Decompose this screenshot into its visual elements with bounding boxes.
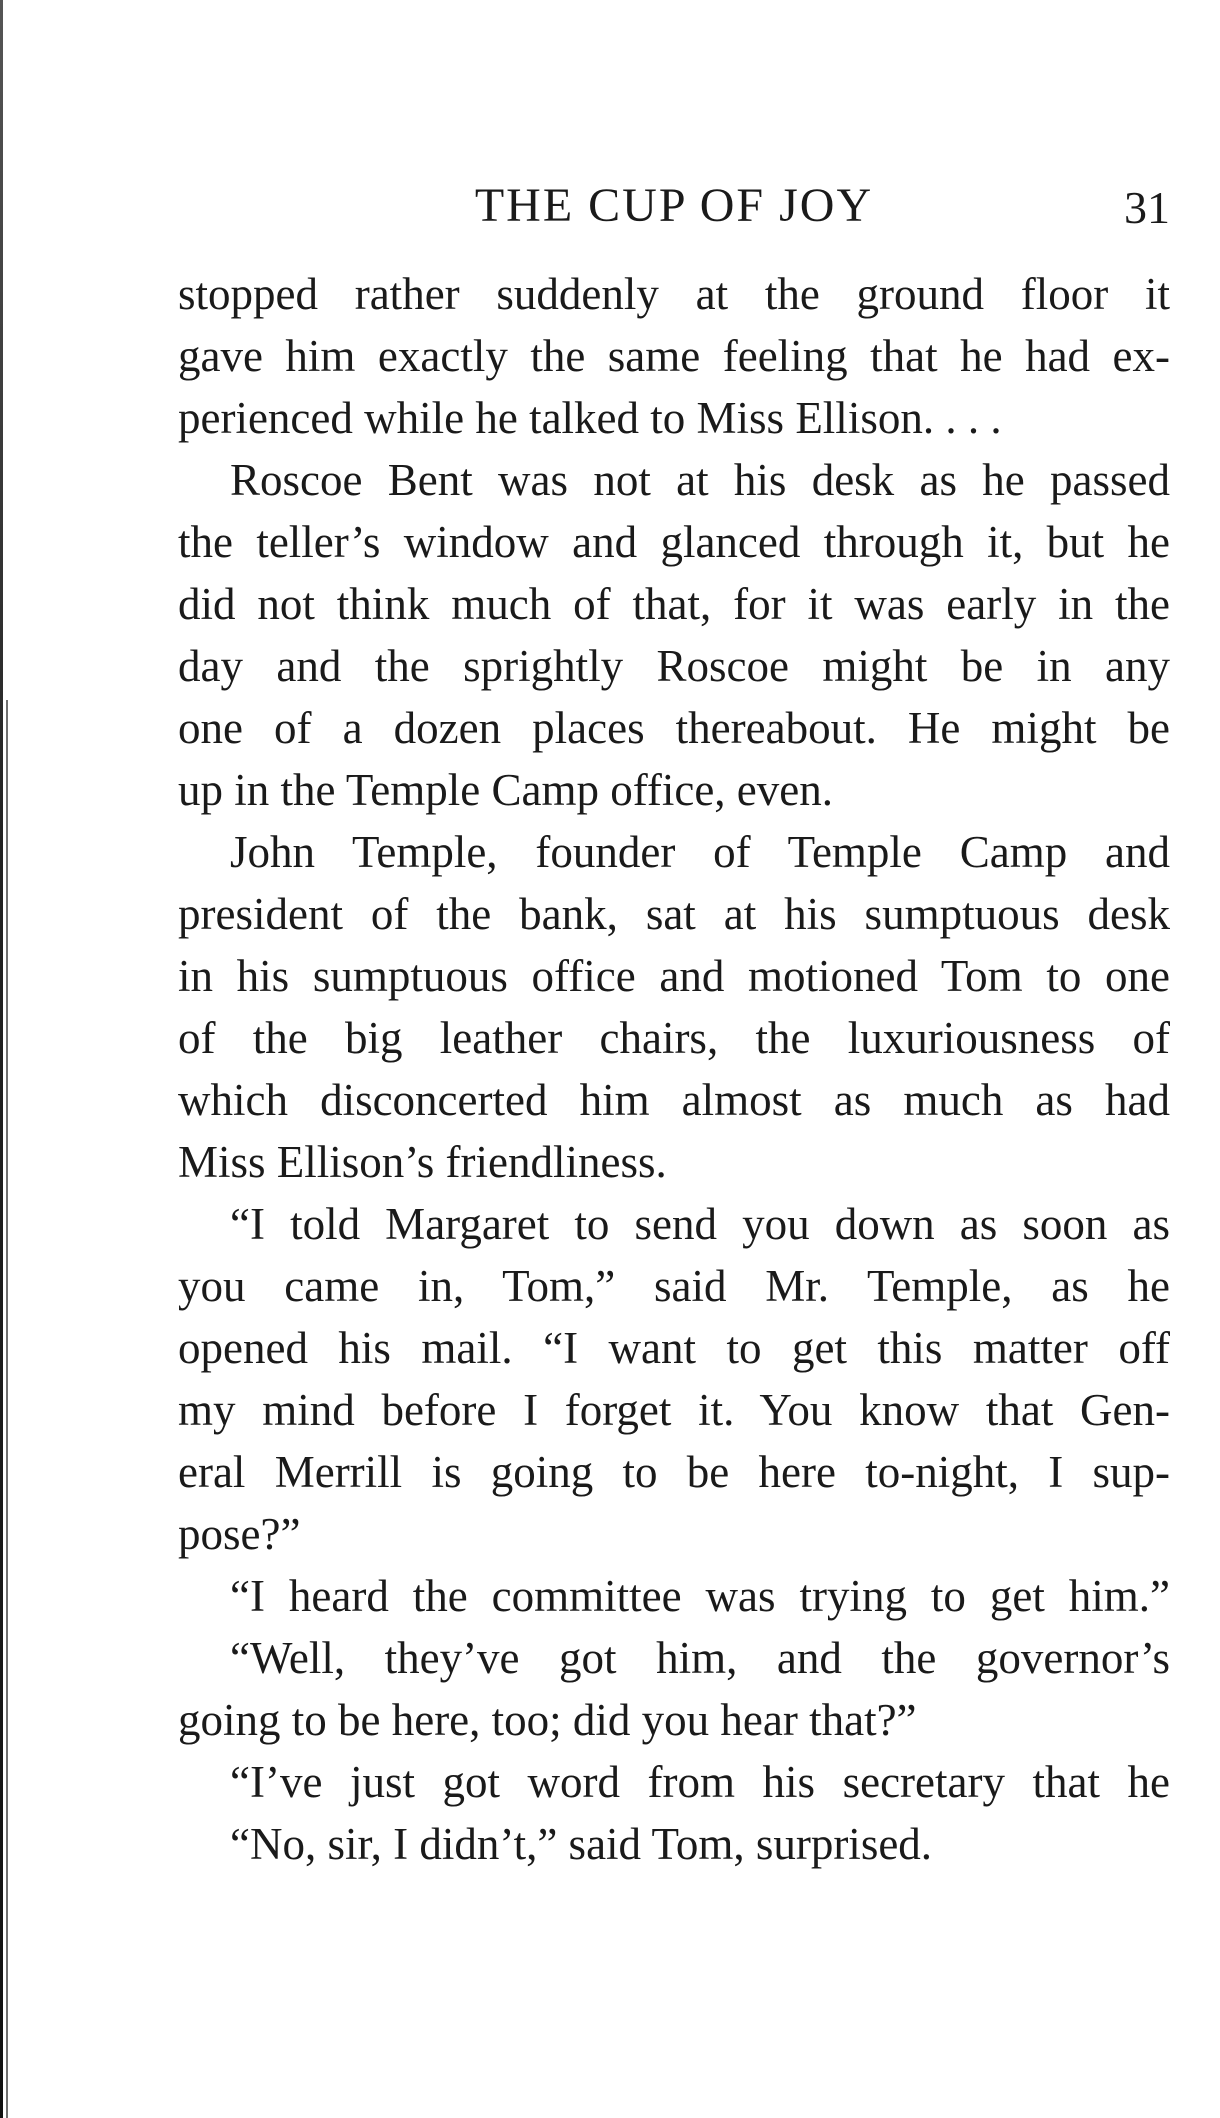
- text-line: in his sumptuous office and motioned Tom to one: [178, 951, 1170, 1001]
- binding-edge: [0, 0, 3, 2118]
- text-line: Miss Ellison’s friendliness.: [178, 1137, 667, 1187]
- text-line: the teller’s window and glanced through it, but he: [178, 517, 1170, 567]
- text-line: one of a dozen places thereabout. He might be: [178, 703, 1170, 753]
- binding-shadow: [6, 700, 8, 2118]
- text-line: of the big leather chairs, the luxuriousness of: [178, 1013, 1170, 1063]
- text-line: which disconcerted him almost as much as had: [178, 1075, 1170, 1125]
- text-line: gave him exactly the same feeling that he had ex-: [178, 331, 1170, 381]
- text-line: president of the bank, sat at his sumptuous desk: [178, 889, 1170, 939]
- text-line: up in the Temple Camp office, even.: [178, 765, 834, 815]
- text-line: going to be here, too; did you hear that?”: [178, 1695, 917, 1745]
- text-line: day and the sprightly Roscoe might be in any: [178, 641, 1170, 691]
- text-line: Roscoe Bent was not at his desk as he passed: [230, 455, 1170, 505]
- text-line: eral Merrill is going to be here to-night, I sup-: [178, 1447, 1170, 1497]
- text-line: did not think much of that, for it was early in the: [178, 579, 1170, 629]
- text-line: “Well, they’ve got him, and the governor’s: [230, 1633, 1170, 1683]
- text-line: “No, sir, I didn’t,” said Tom, surprised.: [230, 1819, 933, 1869]
- text-line: John Temple, founder of Temple Camp and: [230, 827, 1170, 877]
- body-text: [178, 263, 1170, 1875]
- text-line: “I told Margaret to send you down as soon as: [230, 1199, 1170, 1249]
- text-line: “I’ve just got word from his secretary that he: [230, 1757, 1170, 1807]
- text-line: “I heard the committee was trying to get him.”: [230, 1571, 1170, 1621]
- text-line: stopped rather suddenly at the ground floor it: [178, 269, 1170, 319]
- text-line: pose?”: [178, 1509, 301, 1559]
- page-number: 31: [1124, 182, 1170, 233]
- text-line: you came in, Tom,” said Mr. Temple, as he: [178, 1261, 1170, 1311]
- text-line: opened his mail. “I want to get this matter off: [178, 1323, 1170, 1373]
- running-head: [178, 176, 1170, 236]
- text-line: perienced while he talked to Miss Ellison. . . .: [178, 393, 1002, 443]
- running-title: THE CUP OF JOY: [474, 179, 874, 232]
- text-line: my mind before I forget it. You know that Gen-: [178, 1385, 1170, 1435]
